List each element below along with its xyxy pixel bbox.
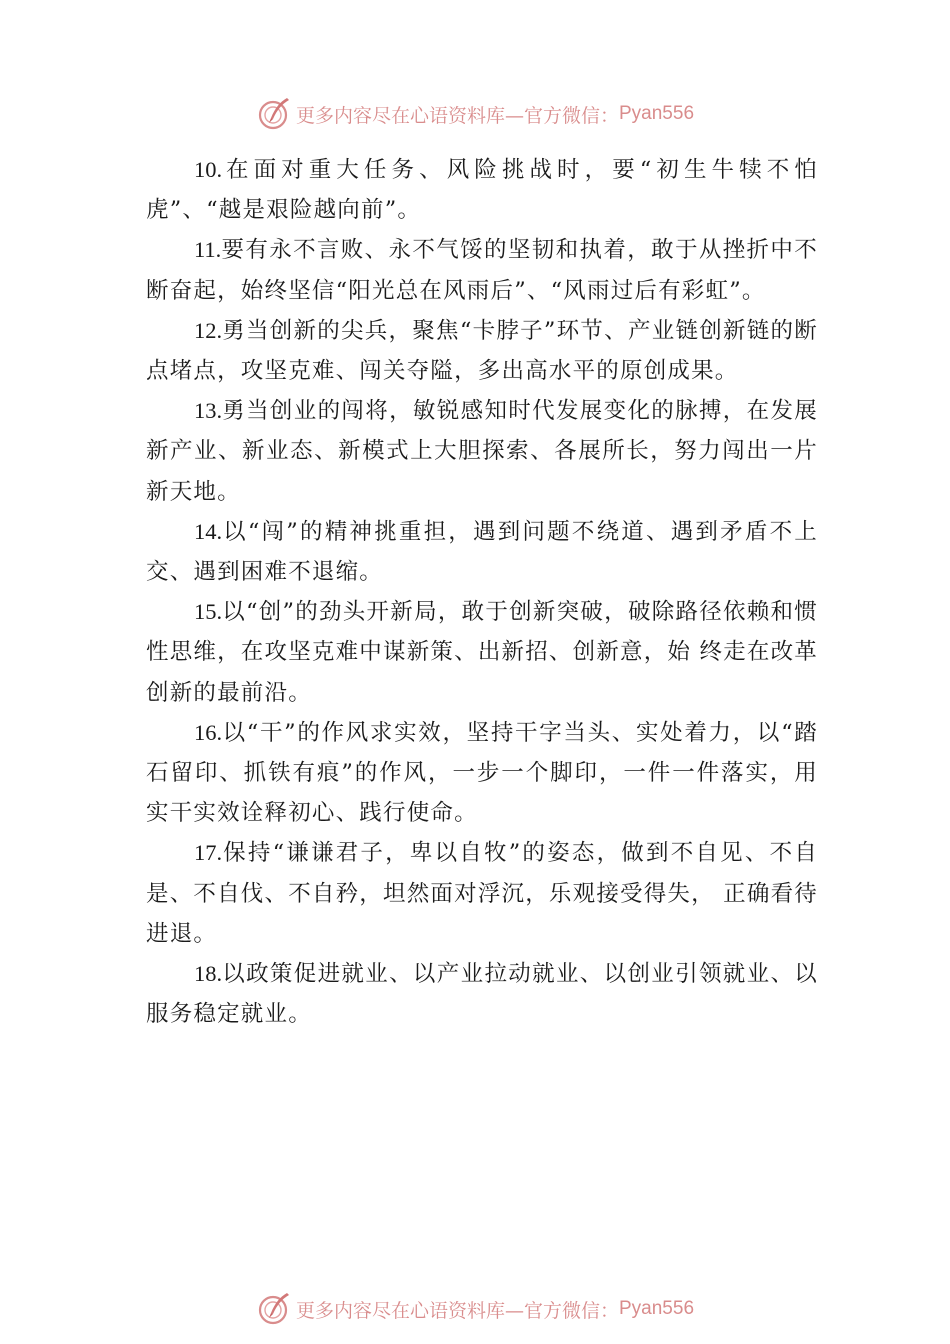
paragraph-number: 16. (194, 719, 223, 745)
paragraph-number: 15. (194, 599, 223, 625)
footer-watermark (0, 1289, 950, 1329)
quill-seal-icon (256, 1291, 292, 1327)
paragraph-text: 在面对重大任务、风险挑战时，要“初生牛犊不怕虎”、“越是艰险越向前”。 (146, 157, 818, 224)
paragraph-number: 18. (194, 961, 223, 987)
quill-seal-icon (256, 96, 292, 132)
watermark-wechat-id: Pyan556 (619, 103, 695, 124)
paragraph-text: 以“干”的作风求实效，坚持干字当头、实处着力，以“踏石留印、抓铁有痕”的作风，一步一个脚印，一件一件落实，用实干实效诠释初心、践行使命。 (146, 719, 818, 827)
paragraph-text: 要有永不言败、永不气馁的坚韧和执着，敢于从挫折中不断奋起，始终坚信“阳光总在风雨后”、“风雨过后有彩虹”。 (146, 237, 818, 304)
paragraph-18 (146, 954, 818, 1034)
header-watermark (0, 94, 950, 134)
watermark-text: 更多内容尽在心语资料库—官方微信： (295, 104, 619, 127)
paragraph-10 (146, 150, 818, 230)
paragraph-text: 勇当创业的闯将，敏锐感知时代发展变化的脉搏，在发展新产业、新业态、新模式上大胆探索、各展所长，努力闯出一片新天地。 (146, 398, 818, 505)
paragraph-number: 17. (194, 840, 223, 866)
paragraph-number: 12. (194, 317, 223, 343)
watermark-text: 更多内容尽在心语资料库—官方微信： (295, 1299, 619, 1322)
paragraph-14 (146, 512, 818, 592)
paragraph-number: 14. (194, 518, 223, 544)
paragraph-12 (146, 311, 818, 391)
paragraph-text: 以政策促进就业、以产业拉动就业、以创业引领就业、以服务稳定就业。 (146, 961, 818, 1028)
watermark-wechat-id: Pyan556 (619, 1298, 695, 1319)
paragraph-text: 以“创”的劲头开新局，敢于创新突破，破除路径依赖和惯性思维，在攻坚克难中谋新策、出新招、创新意，始 终走在改革创新的最前沿。 (146, 599, 818, 706)
paragraph-13 (146, 391, 818, 512)
document-body (146, 150, 818, 1034)
paragraph-17 (146, 833, 818, 954)
paragraph-11 (146, 230, 818, 310)
paragraph-number: 11. (194, 237, 222, 263)
paragraph-15 (146, 592, 818, 713)
paragraph-number: 13. (194, 398, 223, 424)
paragraph-text: 以“闯”的精神挑重担，遇到问题不绕道、遇到矛盾不上交、遇到困难不退缩。 (146, 518, 818, 586)
paragraph-text: 勇当创新的尖兵，聚焦“卡脖子”环节、产业链创新链的断点堵点，攻坚克难、闯关夺隘，多出高水平的原创成果。 (146, 317, 818, 385)
paragraph-number: 10. (194, 157, 223, 182)
paragraph-text: 保持“谦谦君子，卑以自牧”的姿态，做到不自见、不自是、不自伐、不自矜，坦然面对浮沉，乐观接受得失， 正确看待进退。 (146, 840, 818, 947)
paragraph-16 (146, 713, 818, 834)
